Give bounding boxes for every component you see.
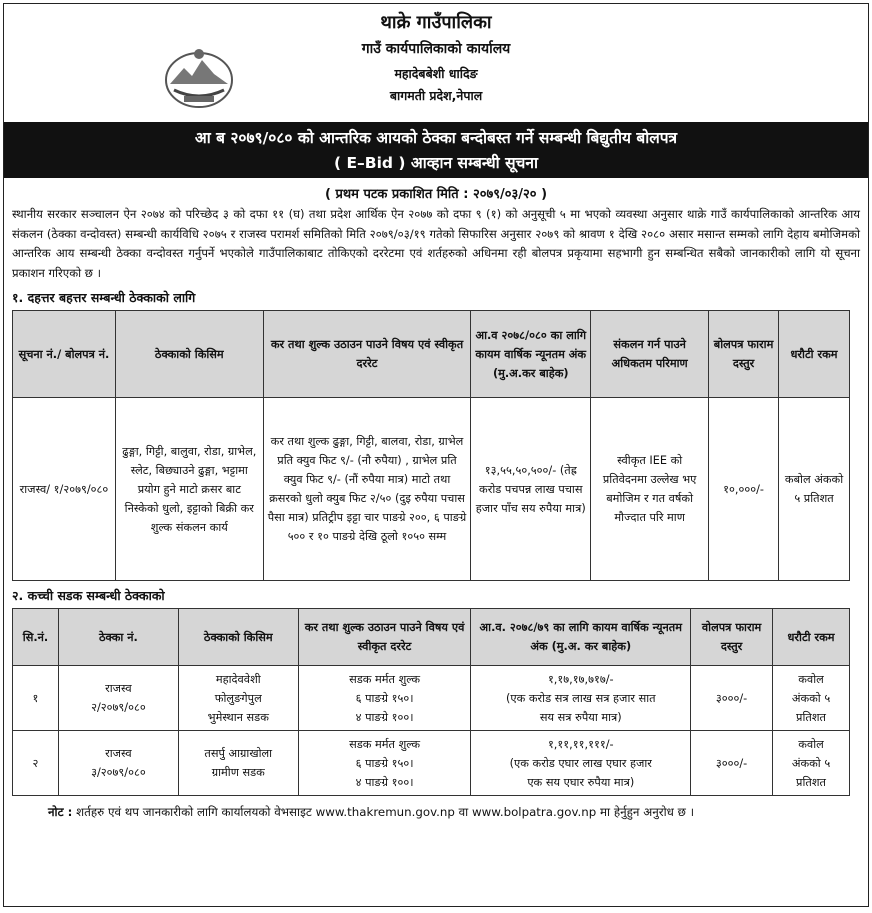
section-2-table	[12, 608, 850, 796]
table-cell: कबोल अंकको ५ प्रतिशत	[779, 398, 850, 581]
table-cell: राजस्व/ १/२०७९/०८०	[13, 398, 116, 581]
table-cell: राजस्व २/२०७९/०८०	[58, 666, 178, 731]
table-header: कर तथा शुल्क उठाउन पाउने विषय एवं स्वीकृत दररेट	[298, 609, 471, 666]
table-header: वोलपत्र फाराम दस्तुर	[691, 609, 773, 666]
footer-note	[4, 796, 868, 820]
table-cell: कवोल अंकको ५ प्रतिशत	[773, 731, 850, 796]
table-cell: सडक मर्मत शुल्क ६ पाङग्रे १५०। ४ पाङग्रे १००।	[298, 666, 471, 731]
table-cell: तसर्पु आग्राखोला ग्रामीण सडक	[178, 731, 298, 796]
office-address: महादेबबेशी धादिङ	[394, 66, 478, 81]
table-row	[13, 731, 850, 796]
table-cell: १,११,११,१११/- (एक करोड एघार लाख एघार हजार एक सय एघार रुपैया मात्र)	[471, 731, 691, 796]
table-cell: १३,५५,५०,५००/- (तेह्र करोड पचपन्न लाख पचास हजार पाँच सय रुपैया मात्र)	[471, 398, 591, 581]
office-name: गाउँ कार्यपालिकाको कार्यालय	[361, 40, 511, 57]
table-header: आ.व. २०७८/७९ का लागि कायम वार्षिक न्यूनतम अंक (मु.अ. कर बाहेक)	[471, 609, 691, 666]
table-header: सि.नं.	[13, 609, 59, 666]
table-cell: स्वीकृत IEE को प्रतिवेदनमा उल्लेख भए बमोजिम र गत वर्षको मौज्दात परि माण	[591, 398, 709, 581]
table-header: आ.व २०७८/०८० का लागि कायम वार्षिक न्यूनतम अंक (मु.अ.कर बाहेक)	[471, 311, 591, 398]
nepal-emblem-icon	[162, 44, 236, 110]
section-1-title: १. दहत्तर बहत्तर सम्बन्धी ठेक्काको लागि	[12, 290, 196, 305]
table-cell: १०,०००/-	[709, 398, 779, 581]
table-header-row	[13, 609, 850, 666]
table-cell: ढुङ्गा, गिट्टी, बालुवा, रोडा, ग्राभेल, स्लेट, बिछ्याउने ढुङ्गा, भट्टामा प्रयोग हुने माटो क्रसर बाट निस्केको धुलो, इट्टाको बिक्री कर शुल्क संकलन कार्य	[115, 398, 263, 581]
notice-header	[4, 4, 868, 122]
section-2-title: २. कच्ची सडक सम्बन्धी ठेक्काको	[12, 588, 165, 603]
table-row	[13, 398, 850, 581]
table-header: बोलपत्र फाराम दस्तुर	[709, 311, 779, 398]
notice-banner	[4, 122, 868, 178]
table-header: धरौटी रकम	[779, 311, 850, 398]
province-address: बागमती प्रदेश,नेपाल	[389, 87, 483, 103]
section-1-table	[12, 310, 850, 581]
table-cell: १	[13, 666, 59, 731]
notice-page	[3, 3, 869, 907]
table-cell: ३०००/-	[691, 666, 773, 731]
table-header-row	[13, 311, 850, 398]
table-cell: सडक मर्मत शुल्क ६ पाङग्रे १५०। ४ पाङग्रे १००।	[298, 731, 471, 796]
table-cell: महादेववेशी फोलुङगेपुल भुमेस्थान सडक	[178, 666, 298, 731]
banner-line-2: ( E–Bid ) आव्हान सम्बन्धी सूचना	[333, 154, 539, 172]
publish-date: ( प्रथम पटक प्रकाशित मिति : २०७९/०३/२० )	[324, 187, 548, 202]
intro-paragraph: स्थानीय सरकार सञ्चालन ऐन २०७४ को परिच्छेद ३ को दफा ११ (घ) तथा प्रदेश आर्थिक ऐन २०७७ को दफा ९ (१) को अनुसूची ५ मा भएको व्यवस्था अनुसार थाक्रे गाउँ कार्यपालिकाको आन्तरिक आय संकलन (ठेक्का वन्दोवस्त) सम्बन्धी कार्यविधि २०७५ र राजस्व परामर्श समितिको मिति २०७९/०३/१९ गतेको सिफारिस अनुसार २०७९ को श्रावण १ देखि २०८० असार मसान्त सम्मको लागि देहाय बमोजिमको आन्तरिक आय सम्बन्धी ठेक्का वन्दोवस्त गर्नुपर्ने भएकोले गाउँपालिकाबाट तोकिएको दररेटमा एवं शर्तहरुको अधिनमा रही बोलपत्र प्रकृयामा सहभागी हुन सम्बन्धित सबैको जानकारीको लागि यो सूचना प्रकाशन गरिएको छ ।	[12, 207, 860, 280]
table-header: सूचना नं./ बोलपत्र नं.	[13, 311, 116, 398]
note-label: नोट :	[48, 805, 73, 819]
table-cell: ३०००/-	[691, 731, 773, 796]
table-header: ठेक्काको किसिम	[178, 609, 298, 666]
table-row	[13, 666, 850, 731]
table-cell: कवोल अंकको ५ प्रतिशत	[773, 666, 850, 731]
table-header: संकलन गर्न पाउने अधिकतम परिमाण	[591, 311, 709, 398]
banner-line-1: आ ब २०७९/०८० को आन्तरिक आयको ठेक्का बन्दोबस्त गर्ने सम्बन्धी बिद्युतीय बोलपत्र	[194, 129, 678, 147]
table-header: धरौटी रकम	[773, 609, 850, 666]
municipality-title: थाक्रे गाउँपालिका	[380, 12, 492, 33]
table-cell: कर तथा शुल्क ढुङ्गा, गिट्टी, बालवा, रोडा, ग्राभेल प्रति क्युव फिट ९/- (नौ रुपैया) , ग्राभेल प्रति क्युव फिट ९/- (नौं रुपैया मात्र) माटो तथा क्रसरको धुलो क्युब फिट २/५० (दुइ रुपैया पचास पैसा मात्र) प्रतिट्रीप इट्टा चार पाङग्रे २००, ६ पाङग्रे ५०० र १० पाङग्रे देखि ठूलो १०५० सम्म	[263, 398, 471, 581]
table-cell: १,१७,१७,७१७/- (एक करोड सत्र लाख सत्र हजार सात सय सत्र रुपैया मात्र)	[471, 666, 691, 731]
table-header: ठेक्का नं.	[58, 609, 178, 666]
table-cell: २	[13, 731, 59, 796]
table-cell: राजस्व ३/२०७९/०८०	[58, 731, 178, 796]
table-header: कर तथा शुल्क उठाउन पाउने विषय एवं स्वीकृत दररेट	[263, 311, 471, 398]
table-header: ठेक्काको किसिम	[115, 311, 263, 398]
note-text: शर्तहरु एवं थप जानकारीको लागि कार्यालयको वेभसाइट www.thakremun.gov.np वा www.bolpatra.gov.np मा हेर्नुहुन अनुरोध छ ।	[76, 805, 695, 819]
